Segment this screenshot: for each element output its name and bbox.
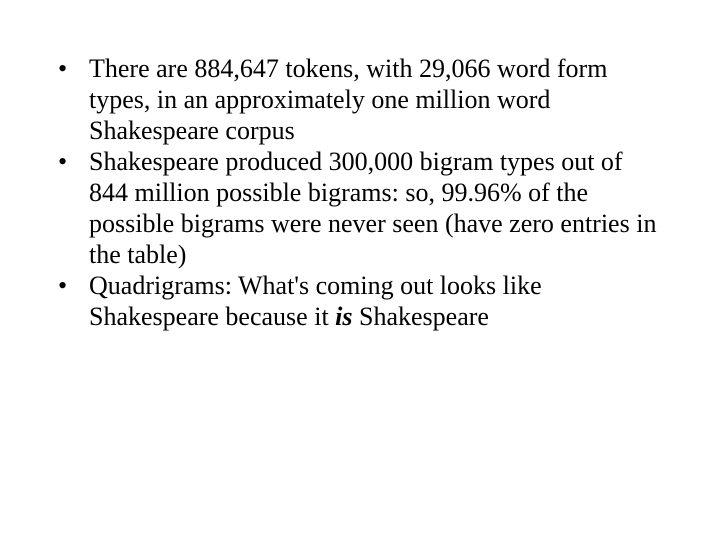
bullet-item-tokens — [58, 53, 658, 146]
bullet-icon: • — [58, 147, 68, 176]
bullet-text-after: Shakespeare — [352, 302, 489, 331]
bullet-text: Shakespeare produced 300,000 bigram types out of 844 million possible bigrams: so, 99.96% of the possible bigrams were never seen (have zero entries in the table) — [89, 147, 657, 269]
bullet-item-quadrigrams — [58, 270, 658, 332]
bullet-text-before: Quadrigrams: What's coming out looks like Shakespeare because it — [89, 271, 542, 331]
bullet-text: There are 884,647 tokens, with 29,066 word form types, in an approximately one million word Shakespeare corpus — [89, 54, 608, 145]
bullet-list — [58, 53, 658, 332]
bullet-icon: • — [58, 54, 68, 83]
bullet-text — [89, 271, 542, 331]
bullet-icon: • — [58, 271, 68, 300]
bullet-emphasis: is — [335, 302, 353, 331]
bullet-item-bigrams — [58, 146, 658, 270]
